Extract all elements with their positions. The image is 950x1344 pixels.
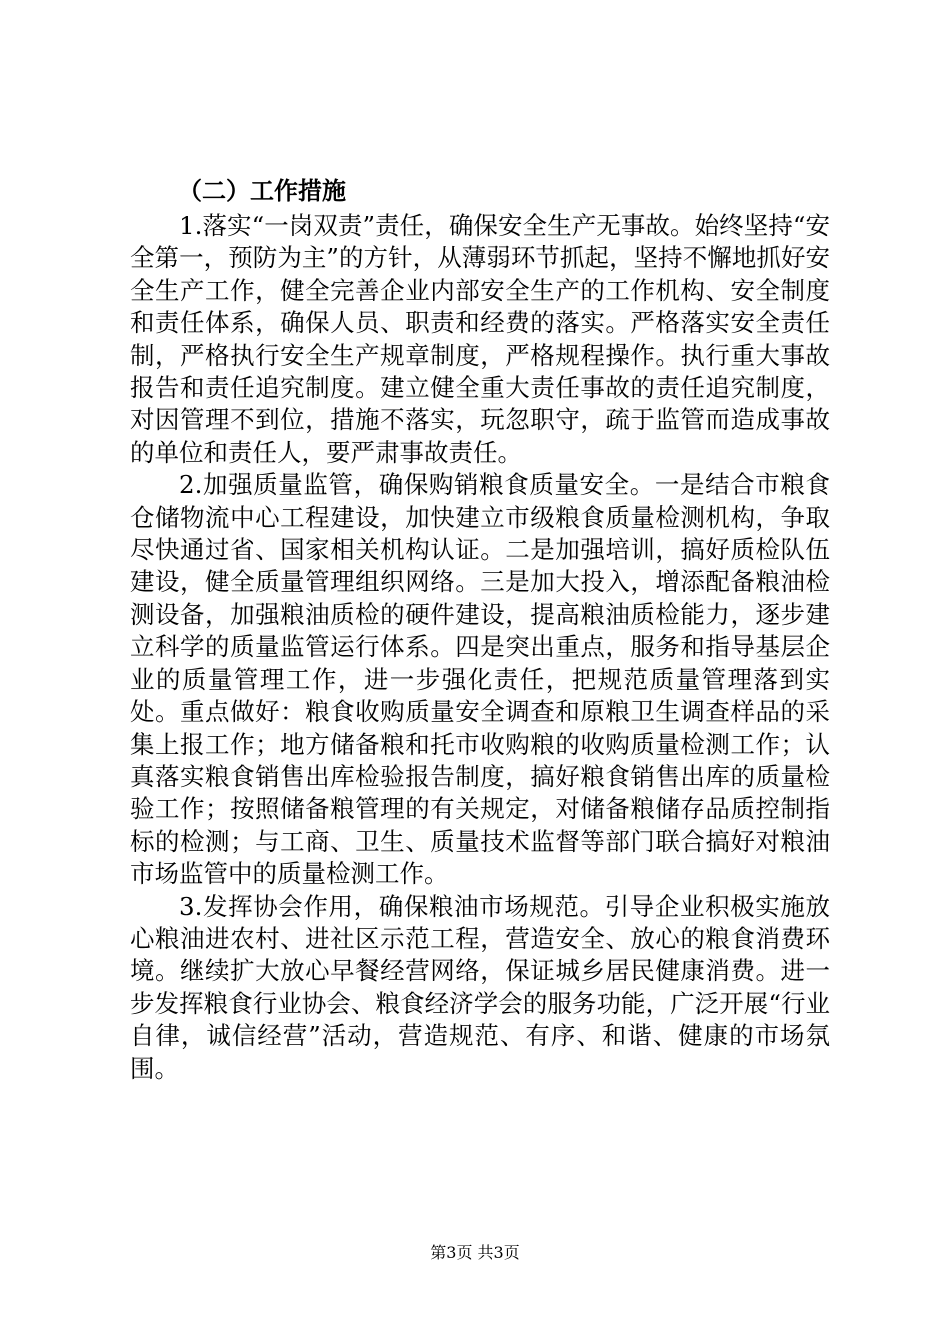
page-total: 共3页 [477, 1243, 520, 1262]
page-content [130, 172, 830, 1085]
page-number: 第3页 [430, 1243, 473, 1262]
paragraph-association: 3.发挥协会作用，确保粮油市场规范。引导企业积极实施放心粮油进农村、进社区示范工程，营造安全、放心的粮食消费环境。继续扩大放心早餐经营网络，保证城乡居民健康消费。进一步发挥粮食行业协会、粮食经济学会的服务功能，广泛开展“行业自律，诚信经营”活动，营造规范、有序、和谐、健康的市场氛围。 [130, 891, 830, 1083]
paragraph-quality: 2.加强质量监管，确保购销粮食质量安全。一是结合市粮食仓储物流中心工程建设，加快建立市级粮食质量检测机构，争取尽快通过省、国家相关机构认证。二是加强培训，搞好质检队伍建设，健全质量管理组织网络。三是加大投入，增添配备粮油检测设备，加强粮油质检的硬件建设，提高粮油质检能力，逐步建立科学的质量监管运行体系。四是突出重点，服务和指导基层企业的质量管理工作，进一步强化责任，把规范质量管理落到实处。重点做好：粮食收购质量安全调查和原粮卫生调查样品的采集上报工作；地方储备粮和托市收购粮的收购质量检测工作；认真落实粮食销售出库检验报告制度，搞好粮食销售出库的质量检验工作；按照储备粮管理的有关规定，对储备粮储存品质控制指标的检测；与工商、卫生、质量技术监督等部门联合搞好对粮油市场监管中的质量检测工作。 [130, 470, 830, 889]
section-heading: （二）工作措施 [178, 177, 346, 205]
page-footer [0, 1242, 950, 1264]
paragraph-safety: 1.落实“一岗双责”责任，确保安全生产无事故。始终坚持“安全第一，预防为主”的方针，从薄弱环节抓起，坚持不懈地抓好安全生产工作，健全完善企业内部安全生产的工作机构、安全制度和责任体系，确保人员、职责和经费的落实。严格落实安全责任制，严格执行安全生产规章制度，严格规程操作。执行重大事故报告和责任追究制度。建立健全重大责任事故的责任追究制度，对因管理不到位，措施不落实，玩忽职守，疏于监管而造成事故的单位和责任人，要严肃事故责任。 [130, 211, 830, 467]
